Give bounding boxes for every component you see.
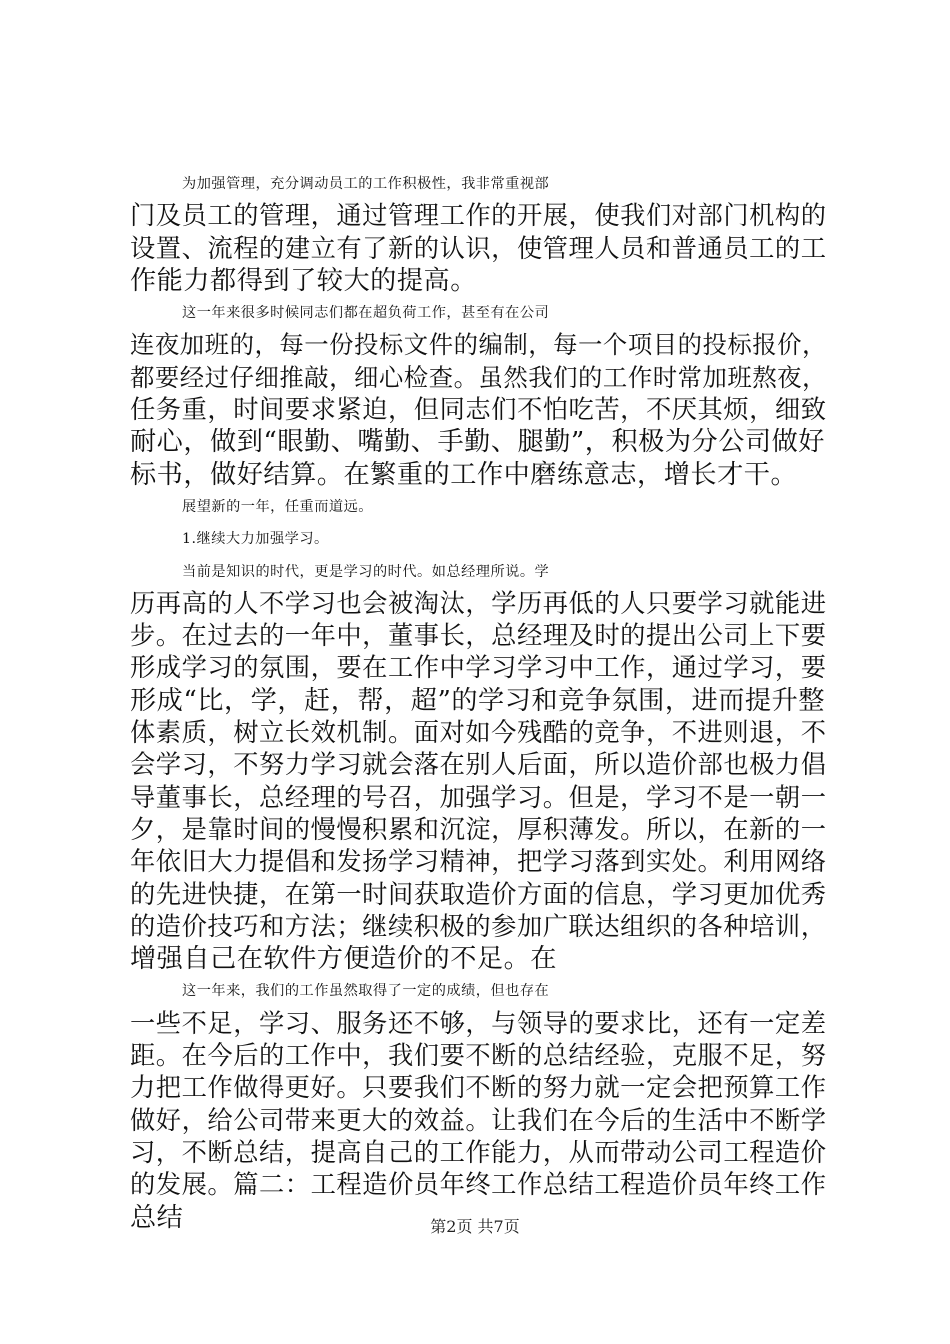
text-line: 这一年来很多时候同志们都在超负荷工作，甚至有在公司 (182, 305, 550, 322)
text-line: 一些不足，学习、服务还不够，与领导的要求比，还有一定差 (130, 1008, 827, 1038)
text-line: 做好，给公司带来更大的效益。让我们在今后的生活中不断学 (130, 1105, 827, 1135)
text-line: 步。在过去的一年中，董事长，总经理及时的提出公司上下要 (130, 621, 827, 651)
text-line: 夕，是靠时间的慢慢积累和沉淀，厚积薄发。所以，在新的一 (130, 814, 827, 844)
text-line: 的造价技巧和方法；继续积极的参加广联达组织的各种培训， (130, 911, 827, 941)
page-footer: 第2页 共7页 (430, 1217, 520, 1236)
text-line: 形成“比，学，赶，帮，超”的学习和竞争氛围，进而提升整 (130, 685, 825, 716)
text-line: 的发展。篇二：工程造价员年终工作总结工程造价员年终工作 (130, 1170, 827, 1200)
text-line: 体素质，树立长效机制。面对如今残酷的竞争，不进则退，不 (130, 718, 827, 748)
text-line: 的先进快捷，在第一时间获取造价方面的信息，学习更加优秀 (130, 879, 827, 909)
text-line: 耐心，做到“眼勤、嘴勤、手勤、腿勤”，积极为分公司做好 (130, 427, 825, 458)
text-line: 形成学习的氛围，要在工作中学习学习中工作，通过学习，要 (130, 653, 827, 683)
text-line: 这一年来，我们的工作虽然取得了一定的成绩，但也存在 (182, 983, 550, 1000)
text-line: 历再高的人不学习也会被淘汰，学历再低的人只要学习就能进 (130, 588, 827, 618)
text-line: 为加强管理，充分调动员工的工作积极性，我非常重视部 (182, 176, 550, 192)
text-line: 门及员工的管理，通过管理工作的开展，使我们对部门机构的 (130, 201, 827, 231)
text-line: 距。在今后的工作中，我们要不断的总结经验，克服不足，努 (130, 1041, 827, 1071)
text-line: 导董事长，总经理的号召，加强学习。但是，学习不是一朝一 (130, 782, 827, 812)
text-line: 1.继续大力加强学习。 (182, 531, 329, 548)
text-line: 当前是知识的时代，更是学习的时代。如总经理所说。学 (182, 563, 550, 580)
text-line: 都要经过仔细推敲，细心检查。虽然我们的工作时常加班熬夜， (130, 362, 827, 392)
document-body (130, 168, 830, 1234)
text-line: 设置、流程的建立有了新的认识，使管理人员和普通员工的工 (130, 233, 827, 263)
text-line: 力把工作做得更好。只要我们不断的努力就一定会把预算工作 (130, 1073, 827, 1103)
text-line: 连夜加班的，每一份投标文件的编制，每一个项目的投标报价， (130, 330, 827, 360)
text-line: 展望新的一年，任重而道远。 (182, 498, 373, 515)
text-line: 会学习，不努力学习就会落在别人后面，所以造价部也极力倡 (130, 750, 827, 780)
text-line: 总结 (130, 1202, 184, 1233)
text-line: 增强自己在软件方便造价的不足。在 (130, 944, 557, 975)
text-line: 作能力都得到了较大的提高。 (130, 265, 477, 296)
text-line: 年依旧大力提倡和发扬学习精神，把学习落到实处。利用网络 (130, 847, 827, 877)
text-line: 任务重，时间要求紧迫，但同志们不怕吃苦，不厌其烦，细致 (130, 395, 827, 425)
text-line: 标书，做好结算。在繁重的工作中磨练意志，增长才干。 (130, 459, 798, 490)
text-line: 习，不断总结，提高自己的工作能力，从而带动公司工程造价 (130, 1137, 827, 1167)
